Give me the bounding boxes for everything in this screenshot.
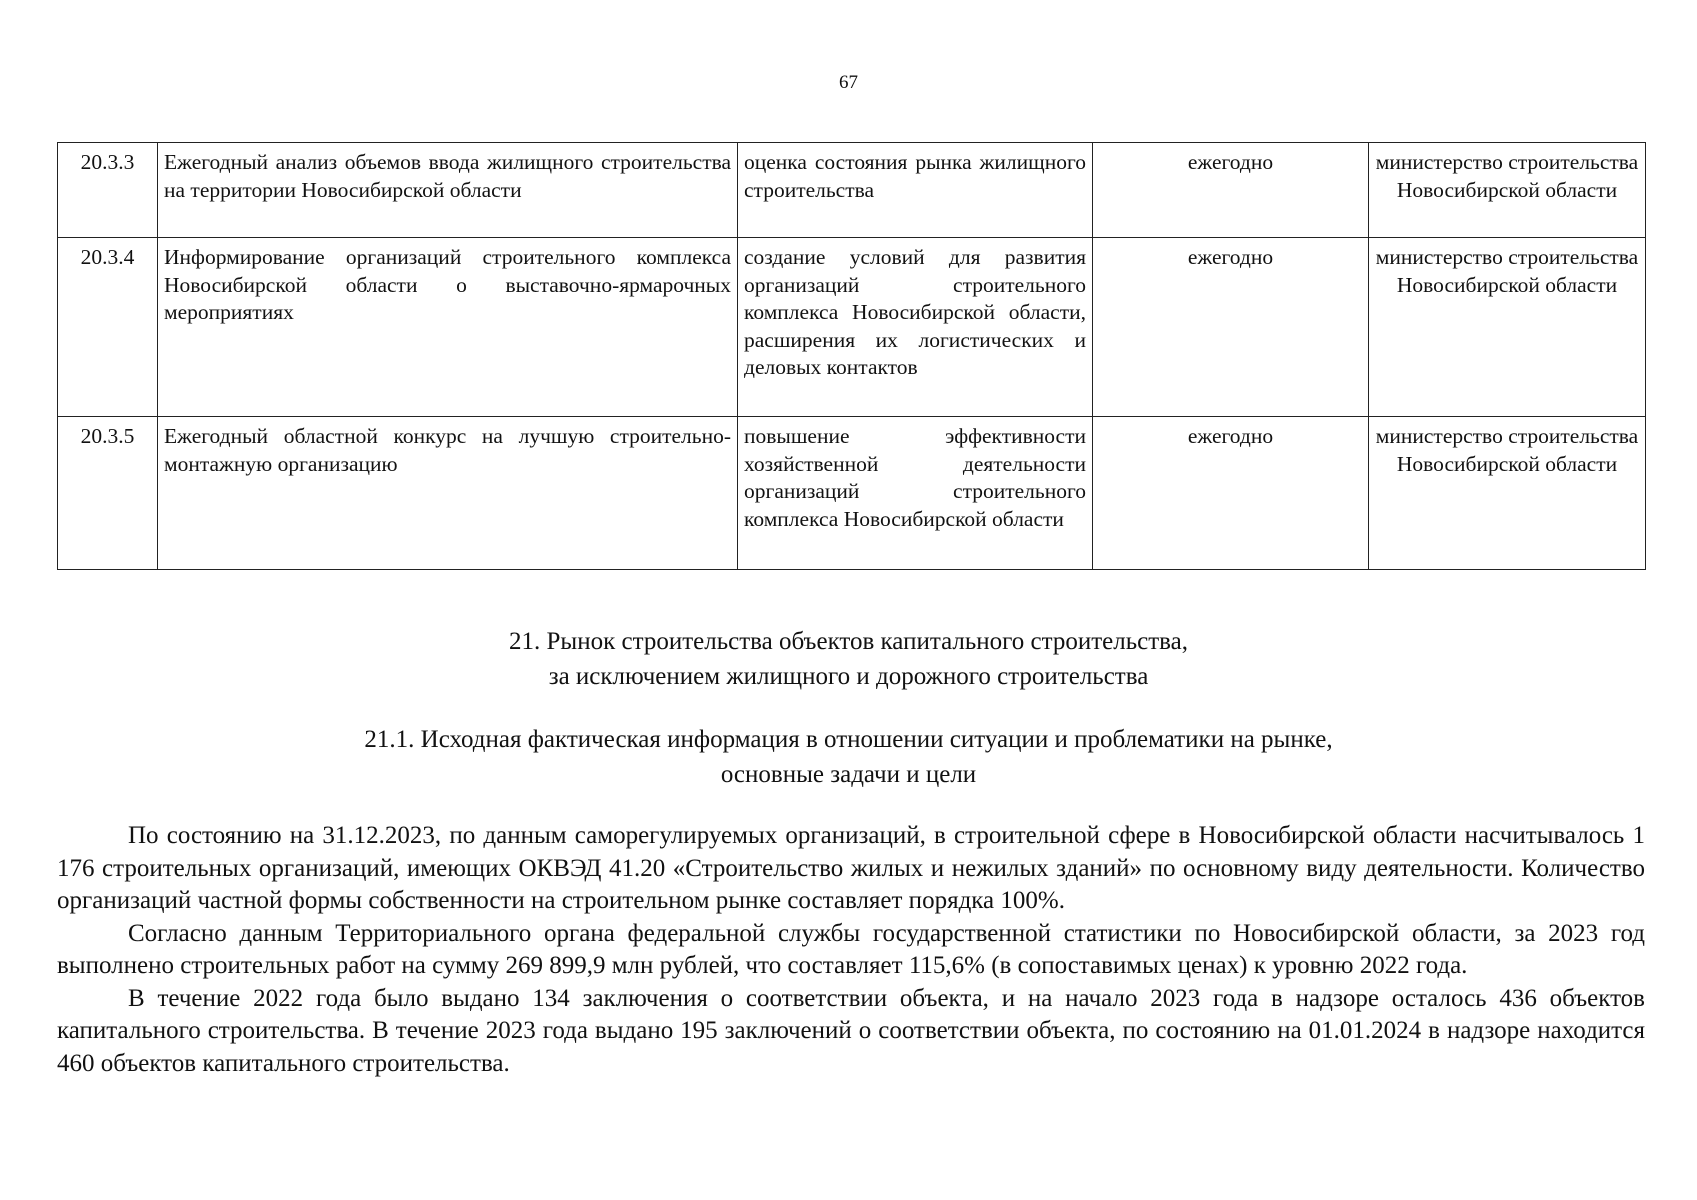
responsible-executor: министерство строительства Новосибирской области	[1369, 417, 1646, 570]
implementation-term: ежегодно	[1093, 143, 1369, 238]
section-21-1-heading	[0, 722, 1697, 792]
paragraph: По состоянию на 31.12.2023, по данным саморегулируемых организаций, в строительной сфере в Новосибирской области насчитывалось 1 176 строительных организаций, имеющих ОКВЭД 41.20 «Строительство жилых и нежилых зданий» по основному виду деятельности. Количество организаций частной формы собственности на строительном рынке составляет порядка 100%.	[57, 822, 1645, 914]
section-21-heading	[0, 624, 1697, 694]
table-row	[58, 238, 1646, 417]
expected-result: создание условий для развития организаций строительного комплекса Новосибирской области, расширения их логистических и деловых контактов	[738, 238, 1093, 417]
measure-name: Ежегодный анализ объемов ввода жилищного строительства на территории Новосибирской области	[158, 143, 738, 238]
measures-table	[57, 142, 1646, 570]
expected-result: оценка состояния рынка жилищного строительства	[738, 143, 1093, 238]
table-row	[58, 417, 1646, 570]
responsible-executor: министерство строительства Новосибирской области	[1369, 238, 1646, 417]
section-21-1-title-line1: 21.1. Исходная фактическая информация в отношении ситуации и проблематики на рынке,	[364, 726, 1333, 753]
page-number: 67	[839, 72, 858, 93]
section-21-title-line1: 21. Рынок строительства объектов капитального строительства,	[509, 628, 1188, 655]
measure-name: Ежегодный областной конкурс на лучшую строительно-монтажную организацию	[158, 417, 738, 570]
responsible-executor: министерство строительства Новосибирской области	[1369, 143, 1646, 238]
paragraph: В течение 2022 года было выдано 134 заключения о соответствии объекта, и на начало 2023 года в надзоре осталось 436 объектов капитального строительства. В течение 2023 года выдано 195 заключений о соответствии объекта, по состоянию на 01.01.2024 в надзоре находится 460 объектов капитального строительства.	[57, 984, 1645, 1077]
table-row	[58, 143, 1646, 238]
section-21-1-title-line2: основные задачи и цели	[720, 761, 977, 788]
implementation-term: ежегодно	[1093, 238, 1369, 417]
implementation-term: ежегодно	[1093, 417, 1369, 570]
row-number: 20.3.3	[58, 143, 158, 238]
measure-name: Информирование организаций строительного комплекса Новосибирской области о выставочно-ярмарочных мероприятиях	[158, 238, 738, 417]
expected-result: повышение эффективности хозяйственной деятельности организаций строительного комплекса Новосибирской области	[738, 417, 1093, 570]
row-number: 20.3.4	[58, 238, 158, 417]
body-text	[57, 820, 1645, 1080]
paragraph: Согласно данным Территориального органа федеральной службы государственной статистики по Новосибирской области, за 2023 год выполнено строительных работ на сумму 269 899,9 млн рублей, что составляет 115,6% (в сопоставимых ценах) к уровню 2022 года.	[57, 919, 1645, 979]
row-number: 20.3.5	[58, 417, 158, 570]
section-21-title-line2: за исключением жилищного и дорожного строительства	[548, 663, 1149, 690]
